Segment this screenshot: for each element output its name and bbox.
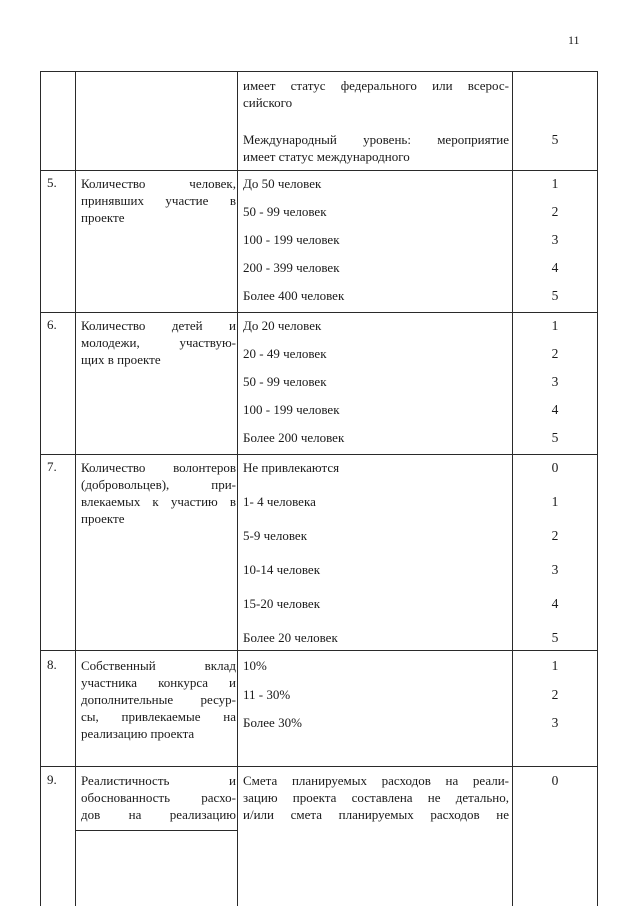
criterion-text: Количество волонтеров (добровольцев), при- влекаемых к участию в проекте <box>81 460 236 526</box>
option-text: 10-14 человек <box>243 562 321 577</box>
score: 3 <box>551 232 559 247</box>
row-number: 6. <box>47 317 57 332</box>
option-text: Не привлекаются <box>243 460 340 475</box>
option-text: 100 - 199 человек <box>243 402 340 417</box>
score: 5 <box>551 630 559 645</box>
row-number: 8. <box>47 657 57 672</box>
continuation-text: Международный уровень: мероприятие имеет статус международного <box>243 132 509 164</box>
score: 4 <box>551 596 559 611</box>
row-divider <box>41 650 598 651</box>
column-divider <box>237 72 238 906</box>
row-divider <box>75 830 237 831</box>
row-divider <box>41 454 598 455</box>
option-text: 1- 4 человека <box>243 494 316 509</box>
score: 5 <box>551 288 559 303</box>
score: 2 <box>551 528 559 543</box>
row-number: 7. <box>47 459 57 474</box>
continuation-text: имеет статус федерального или всерос- сийского <box>243 78 509 110</box>
score: 3 <box>551 562 559 577</box>
option-text: 200 - 399 человек <box>243 260 340 275</box>
option-text: 50 - 99 человек <box>243 374 327 389</box>
criterion-text: Количество детей и молодежи, участвую- щих в проекте <box>81 318 236 367</box>
score: 2 <box>551 346 559 361</box>
score: 2 <box>551 687 559 702</box>
score: 4 <box>551 260 559 275</box>
row-divider <box>41 170 598 171</box>
option-text: Более 30% <box>243 715 302 730</box>
column-divider <box>597 72 598 906</box>
option-text: Более 200 человек <box>243 430 345 445</box>
score: 5 <box>551 430 559 445</box>
score: 1 <box>551 176 559 191</box>
option-text: 11 - 30% <box>243 687 291 702</box>
criterion-text: Количество человек, принявших участие в проекте <box>81 176 236 225</box>
row-number: 5. <box>47 175 57 190</box>
option-text: До 20 человек <box>243 318 322 333</box>
row-divider <box>41 312 598 313</box>
option-text: 10% <box>243 658 267 673</box>
score: 5 <box>551 132 559 147</box>
score: 3 <box>551 715 559 730</box>
option-text: До 50 человек <box>243 176 322 191</box>
score: 4 <box>551 402 559 417</box>
score: 1 <box>551 494 559 509</box>
column-divider <box>75 72 76 906</box>
score: 1 <box>551 318 559 333</box>
option-text: 15-20 человек <box>243 596 321 611</box>
option-text: 20 - 49 человек <box>243 346 327 361</box>
row-divider <box>41 766 598 767</box>
criteria-table <box>40 71 598 906</box>
row-number: 9. <box>47 772 57 787</box>
score: 2 <box>551 204 559 219</box>
score: 0 <box>551 460 559 475</box>
score: 1 <box>551 658 559 673</box>
page-number: 11 <box>568 33 580 47</box>
option-text: Более 20 человек <box>243 630 338 645</box>
option-text: 5-9 человек <box>243 528 308 543</box>
criterion-text: Собственный вклад участника конкурса и дополнительные ресур- сы, привлекаемые на реализацию проекта <box>81 658 236 741</box>
score: 3 <box>551 374 559 389</box>
score: 0 <box>551 773 559 788</box>
option-text: Более 400 человек <box>243 288 345 303</box>
option-text: 100 - 199 человек <box>243 232 340 247</box>
criterion-text: Реалистичность и обоснованность расхо- дов на реализацию <box>81 773 236 822</box>
option-text: 50 - 99 человек <box>243 204 327 219</box>
option-text: Смета планируемых расходов на реали- зацию проекта составлена не детально, и/или смета планируемых расходов не <box>243 773 509 822</box>
